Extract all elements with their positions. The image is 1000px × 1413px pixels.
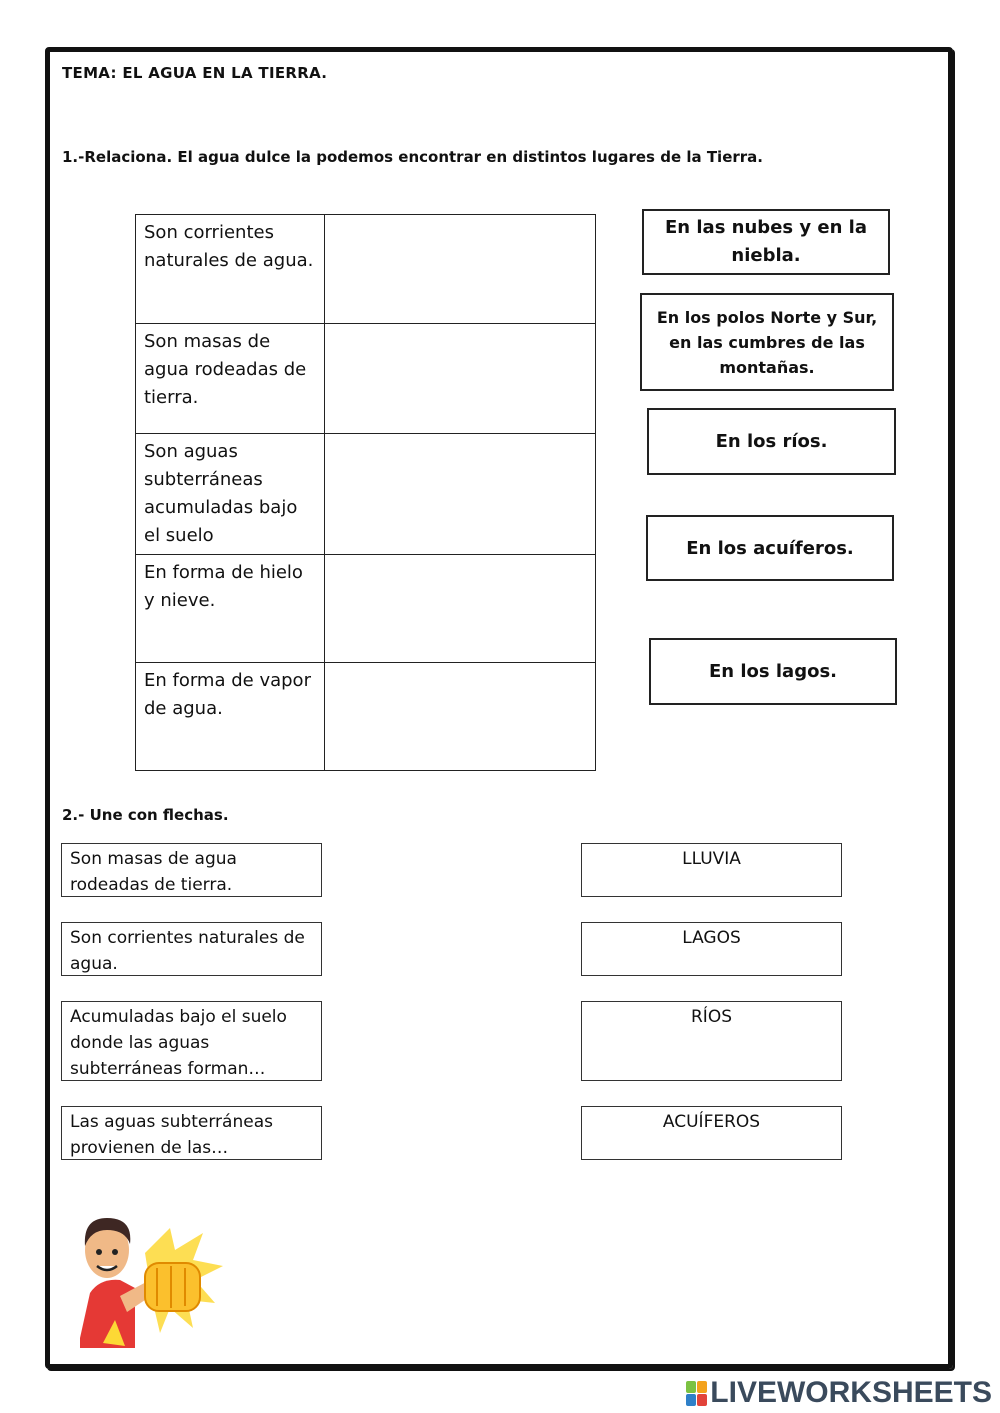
answer-drop-cell[interactable]	[325, 215, 596, 324]
option-lakes[interactable]: En los lagos.	[649, 638, 897, 705]
row-description: En forma de vapor de agua.	[136, 663, 325, 771]
table-row	[136, 324, 596, 434]
option-rivers[interactable]: En los ríos.	[647, 408, 896, 475]
row-description: Son masas de agua rodeadas de tierra.	[136, 324, 325, 434]
row-description: Son corrientes naturales de agua.	[136, 215, 325, 324]
answer-drop-cell[interactable]	[325, 555, 596, 663]
question-1-prompt: 1.-Relaciona. El agua dulce la podemos encontrar en distintos lugares de la Tierra.	[62, 148, 763, 166]
brand-name: LIVEWORKSHEETS	[710, 1376, 992, 1409]
match-left-item[interactable]: Acumuladas bajo el suelo donde las aguas subterráneas forman…	[61, 1001, 322, 1081]
answer-drop-cell[interactable]	[325, 434, 596, 555]
table-row	[136, 434, 596, 555]
option-aquifers[interactable]: En los acuíferos.	[646, 515, 894, 581]
liveworksheets-logo	[686, 1376, 992, 1410]
page-title: TEMA: EL AGUA EN LA TIERRA.	[62, 64, 328, 82]
liveworksheets-logo-icon	[686, 1381, 707, 1406]
match-right-item[interactable]: ACUÍFEROS	[581, 1106, 842, 1160]
table-row	[136, 663, 596, 771]
question-2-prompt: 2.- Une con flechas.	[62, 806, 229, 824]
match-left-item[interactable]: Las aguas subterráneas provienen de las…	[61, 1106, 322, 1160]
table-row	[136, 215, 596, 324]
match-right-item[interactable]: LAGOS	[581, 922, 842, 976]
match-right-item[interactable]: RÍOS	[581, 1001, 842, 1081]
option-clouds[interactable]: En las nubes y en la niebla.	[642, 209, 890, 275]
match-right-item[interactable]: LLUVIA	[581, 843, 842, 897]
option-poles[interactable]: En los polos Norte y Sur, en las cumbres de las montañas.	[640, 293, 894, 391]
table-row	[136, 555, 596, 663]
match-left-item[interactable]: Son masas de agua rodeadas de tierra.	[61, 843, 322, 897]
matching-table	[135, 214, 596, 771]
match-left-item[interactable]: Son corrientes naturales de agua.	[61, 922, 322, 976]
cartoon-boy-punch-illustration	[75, 1208, 225, 1348]
row-description: Son aguas subterráneas acumuladas bajo el suelo	[136, 434, 325, 555]
answer-drop-cell[interactable]	[325, 663, 596, 771]
answer-drop-cell[interactable]	[325, 324, 596, 434]
row-description: En forma de hielo y nieve.	[136, 555, 325, 663]
